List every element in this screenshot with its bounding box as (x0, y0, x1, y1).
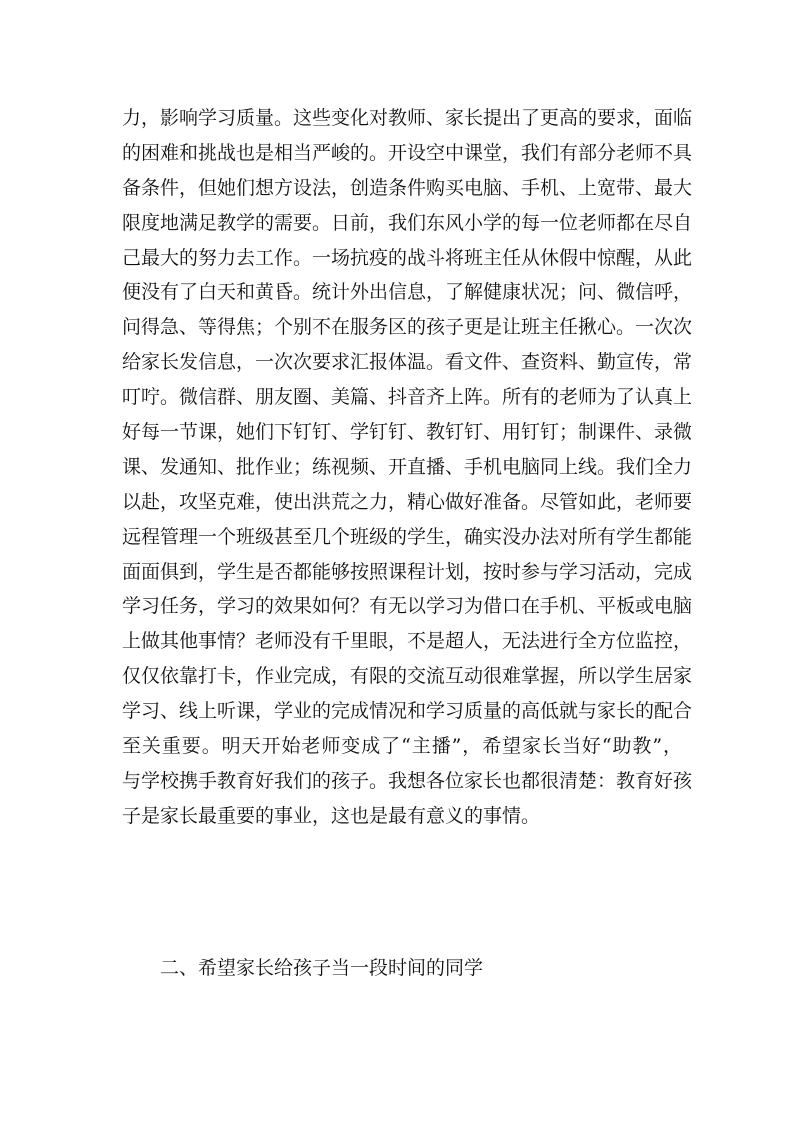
paragraph-line: 便没有了白天和黄昏。统计外出信息，了解健康状况；问、微信呼， (122, 281, 693, 304)
paragraph-line: 己最大的努力去工作。一场抗疫的战斗将班主任从休假中惊醒，从此 (122, 246, 693, 269)
paragraph-line: 远程管理一个班级甚至几个班级的学生，确实没办法对所有学生都能 (122, 525, 693, 548)
paragraph-line: 限度地满足教学的需要。日前，我们东风小学的每一位老师都在尽自 (122, 211, 693, 234)
paragraph-line: 至关重要。明天开始老师变成了“主播”，希望家长当好“助教”， (122, 735, 682, 758)
paragraph-line: 力，影响学习质量。这些变化对教师、家长提出了更高的要求，面临 (122, 107, 693, 129)
paragraph-line: 叮咛。微信群、朋友圈、美篇、抖音齐上阵。所有的老师为了认真上 (122, 386, 693, 409)
paragraph-line: 以赴，攻坚克难，使出洪荒之力，精心做好准备。尽管如此，老师要 (122, 490, 693, 513)
section-heading: 二、希望家长给孩子当一段时间的同学 (160, 957, 484, 979)
paragraph-line: 学习任务，学习的效果如何？有无以学习为借口在手机、平板或电脑 (122, 595, 693, 618)
paragraph-line: 面面俱到，学生是否都能够按照课程计划，按时参与学习活动，完成 (122, 560, 693, 583)
body-paragraph (122, 101, 693, 834)
paragraph-line: 给家长发信息，一次次要求汇报体温。看文件、查资料、勤宣传，常 (122, 351, 693, 374)
paragraph-line: 课、发通知、批作业；练视频、开直播、手机电脑同上线。我们全力 (122, 455, 693, 478)
paragraph-line: 好每一节课，她们下钉钉、学钉钉、教钉钉、用钉钉；制课件、录微 (122, 421, 693, 444)
paragraph-line: 上做其他事情？老师没有千里眼，不是超人，无法进行全方位监控， (122, 630, 693, 653)
paragraph-line: 仅仅依靠打卡，作业完成，有限的交流互动很难掌握，所以学生居家 (122, 665, 693, 688)
paragraph-line-last: 子是家长最重要的事业，这也是最有意义的事情。 (122, 804, 541, 827)
paragraph-line: 学习、线上听课，学业的完成情况和学习质量的高低就与家长的配合 (122, 700, 693, 723)
paragraph-line: 问得急、等得焦；个别不在服务区的孩子更是让班主任揪心。一次次 (122, 316, 693, 339)
paragraph-line: 备条件，但她们想方设法，创造条件购买电脑、手机、上宽带、最大 (122, 176, 693, 199)
paragraph-line: 的困难和挑战也是相当严峻的。开设空中课堂，我们有部分老师不具 (122, 141, 693, 164)
paragraph-line: 与学校携手教育好我们的孩子。我想各位家长也都很清楚：教育好孩 (122, 769, 693, 792)
